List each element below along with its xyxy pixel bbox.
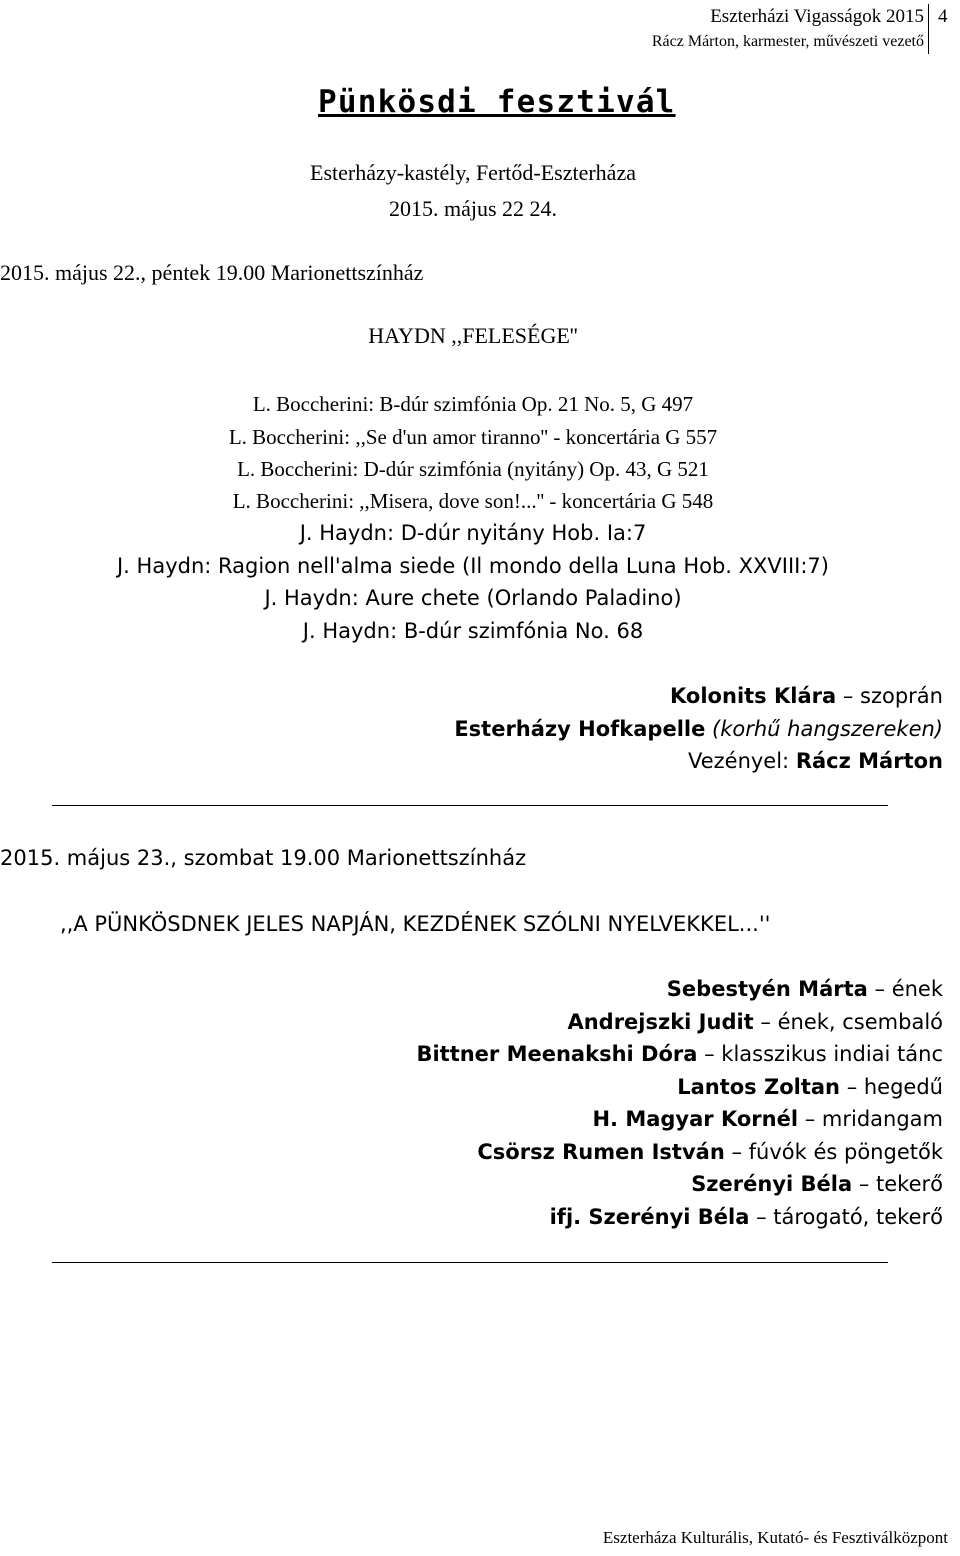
performer-role: mridangam [821, 1107, 943, 1131]
performer-line [567, 1010, 943, 1034]
soloist-line [670, 684, 943, 708]
program-item: L. Boccherini: B-dúr szimfónia Op. 21 No. 5, G 497 [252, 392, 694, 416]
dash: – [704, 1042, 715, 1066]
performer-name: Sebestyén Márta [666, 977, 868, 1001]
program-item: J. Haydn: Aure chete (Orlando Paladino) [264, 586, 682, 610]
performer-name: Lantos Zoltan [677, 1075, 840, 1099]
dash: – [874, 977, 885, 1001]
performer-role: tárogató, tekerő [773, 1205, 943, 1229]
dash: – [760, 1010, 771, 1034]
ensemble-note: (korhű hangszereken) [712, 717, 943, 741]
performer-line [416, 1042, 943, 1066]
program-item: J. Haydn: B-dúr szimfónia No. 68 [302, 619, 644, 643]
conductor-label: Vezényel: [687, 749, 790, 773]
footer-text: Eszterháza Kulturális, Kutató- és Fesztiválközpont [602, 1528, 948, 1547]
dash: – [804, 1107, 816, 1131]
performer-role: klasszikus indiai tánc [721, 1042, 943, 1066]
festival-dates: 2015. május 22 24. [388, 196, 558, 221]
dash: – [756, 1205, 767, 1229]
event2-date-line: 2015. május 23., szombat 19.00 Marionettszínház [0, 846, 527, 870]
program-item: L. Boccherini: ,,Se d'un amor tiranno'' - koncertária G 557 [228, 425, 718, 449]
header-subtitle: Rácz Márton, karmester, művészeti vezető [651, 33, 924, 50]
conductor-line [688, 749, 943, 773]
performer-name: Csörsz Rumen István [477, 1140, 725, 1164]
ensemble-line [454, 717, 943, 741]
performer-line [550, 1205, 943, 1229]
event1-date-line: 2015. május 22., péntek 19.00 Marionettszínház [0, 260, 424, 285]
performer-role: ének [891, 977, 943, 1001]
performer-name: Bittner Meenakshi Dóra [416, 1042, 698, 1066]
performer-role: tekerő [876, 1172, 943, 1196]
event2-program-title: ,,A PÜNKÖSDNEK JELES NAPJÁN, KEZDÉNEK SZÓLNI NYELVEKKEL...'' [60, 912, 771, 936]
soloist-role: szoprán [860, 684, 943, 708]
performer-name: H. Magyar Kornél [592, 1107, 799, 1131]
dash: – [846, 1075, 858, 1099]
performer-name: Szerényi Béla [691, 1172, 853, 1196]
venue: Esterházy-kastély, Fertőd-Eszterháza [310, 160, 636, 185]
dash: – [858, 1172, 870, 1196]
dash: – [842, 684, 854, 708]
performer-line [667, 977, 943, 1001]
soloist-name: Kolonits Klára [670, 684, 837, 708]
performer-line [691, 1172, 943, 1196]
performer-line [592, 1107, 943, 1131]
performer-line [477, 1140, 943, 1164]
dash: – [731, 1140, 742, 1164]
program-item: L. Boccherini: D-dúr szimfónia (nyitány) Op. 43, G 521 [237, 457, 709, 481]
performer-role: hegedű [863, 1075, 943, 1099]
conductor-name: Rácz Márton [795, 749, 943, 773]
event1-program-title: HAYDN ,,FELESÉGE'' [368, 323, 578, 348]
header-title: Eszterházi Vigasságok 2015 [710, 6, 924, 27]
program-item: J. Haydn: Ragion nell'alma siede (Il mondo della Luna Hob. XXVIII:7) [116, 554, 829, 578]
page-title: Pünkösdi fesztivál [318, 84, 676, 120]
performer-role: fúvók és pöngetők [748, 1140, 943, 1164]
program-item: L. Boccherini: ,,Misera, dove son!...'' - koncertária G 548 [232, 489, 714, 513]
performer-name: ifj. Szerényi Béla [549, 1205, 750, 1229]
performer-role: ének, csembaló [777, 1010, 943, 1034]
section-divider [52, 805, 888, 806]
page-number: 4 [938, 6, 948, 27]
ensemble-name: Esterházy Hofkapelle [454, 717, 706, 741]
performer-line [677, 1075, 943, 1099]
header-divider [928, 4, 929, 54]
program-item: J. Haydn: D-dúr nyitány Hob. Ia:7 [299, 521, 647, 545]
section-divider [52, 1262, 888, 1263]
performer-name: Andrejszki Judit [567, 1010, 754, 1034]
